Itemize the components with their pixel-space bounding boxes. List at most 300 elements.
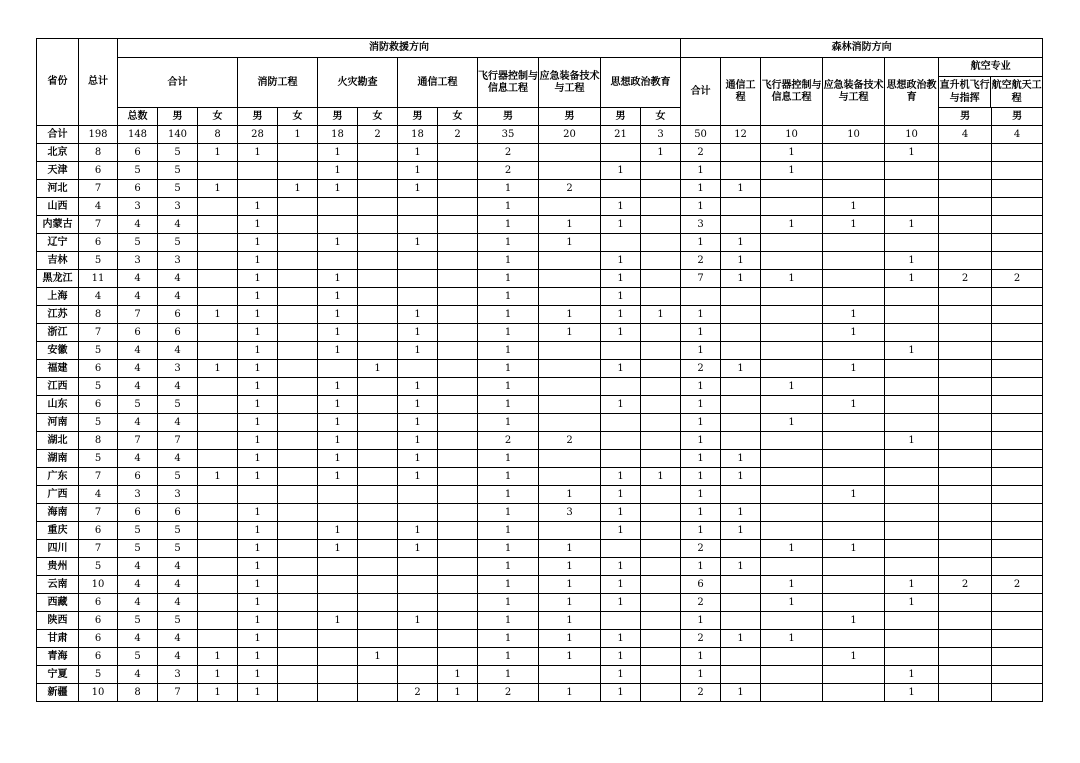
value-cell: [318, 630, 358, 648]
value-cell: 7: [158, 684, 198, 702]
value-cell: [238, 162, 278, 180]
value-cell: [398, 576, 438, 594]
value-cell: 7: [158, 432, 198, 450]
value-cell: 1: [238, 198, 278, 216]
value-cell: [278, 522, 318, 540]
value-cell: 1: [238, 432, 278, 450]
value-cell: 1: [721, 234, 761, 252]
province-cell: 西藏: [37, 594, 79, 612]
value-cell: [438, 468, 478, 486]
value-cell: 1: [238, 540, 278, 558]
value-cell: 5: [158, 144, 198, 162]
header-female: 女: [438, 108, 478, 126]
table-row: [37, 522, 1043, 540]
value-cell: 2: [681, 540, 721, 558]
value-cell: [641, 486, 681, 504]
value-cell: [992, 144, 1043, 162]
value-cell: 1: [238, 396, 278, 414]
value-cell: 11: [79, 270, 118, 288]
value-cell: 2: [438, 126, 478, 144]
value-cell: [318, 198, 358, 216]
value-cell: [823, 594, 885, 612]
header-aviation-heli: 直升机飞行与指挥: [939, 77, 991, 107]
value-cell: 1: [398, 378, 438, 396]
value-cell: [238, 486, 278, 504]
value-cell: 1: [318, 396, 358, 414]
value-cell: [761, 450, 823, 468]
value-cell: [761, 612, 823, 630]
value-cell: 6: [158, 504, 198, 522]
value-cell: 1: [539, 216, 601, 234]
table-row: [37, 414, 1043, 432]
value-cell: 1: [601, 396, 641, 414]
value-cell: [358, 612, 398, 630]
value-cell: [823, 630, 885, 648]
value-cell: 1: [238, 576, 278, 594]
value-cell: [761, 180, 823, 198]
value-cell: 1: [318, 234, 358, 252]
value-cell: 4: [118, 414, 158, 432]
value-cell: 7: [118, 432, 158, 450]
header-count: 总数: [118, 108, 158, 126]
value-cell: 1: [398, 396, 438, 414]
value-cell: 1: [398, 468, 438, 486]
value-cell: [641, 162, 681, 180]
value-cell: 1: [681, 414, 721, 432]
value-cell: [198, 270, 238, 288]
value-cell: [398, 594, 438, 612]
value-cell: [438, 162, 478, 180]
value-cell: 2: [358, 126, 398, 144]
value-cell: 1: [318, 288, 358, 306]
value-cell: 6: [79, 612, 118, 630]
value-cell: [823, 576, 885, 594]
value-cell: [438, 630, 478, 648]
table-row: [37, 198, 1043, 216]
value-cell: [885, 558, 939, 576]
value-cell: 2: [681, 360, 721, 378]
value-cell: 1: [601, 486, 641, 504]
value-cell: 1: [398, 450, 438, 468]
value-cell: 1: [601, 252, 641, 270]
value-cell: 4: [992, 126, 1043, 144]
value-cell: [358, 396, 398, 414]
value-cell: 2: [681, 252, 721, 270]
province-cell: 河北: [37, 180, 79, 198]
value-cell: [539, 162, 601, 180]
value-cell: [198, 216, 238, 234]
value-cell: [438, 378, 478, 396]
value-cell: [438, 198, 478, 216]
value-cell: 1: [398, 540, 438, 558]
value-cell: 1: [721, 558, 761, 576]
value-cell: 1: [641, 468, 681, 486]
value-cell: 6: [118, 468, 158, 486]
value-cell: [278, 144, 318, 162]
header-forest-communication: 通信工程: [721, 58, 761, 126]
value-cell: 3: [158, 252, 198, 270]
value-cell: [939, 360, 992, 378]
table-row: [37, 234, 1043, 252]
value-cell: 2: [539, 432, 601, 450]
value-cell: [438, 360, 478, 378]
value-cell: 6: [79, 162, 118, 180]
value-cell: 1: [398, 306, 438, 324]
value-cell: 1: [601, 504, 641, 522]
value-cell: 1: [601, 288, 641, 306]
value-cell: [198, 324, 238, 342]
table-row: [37, 468, 1043, 486]
value-cell: 1: [721, 252, 761, 270]
province-cell: 甘肃: [37, 630, 79, 648]
value-cell: 50: [681, 126, 721, 144]
value-cell: 1: [681, 648, 721, 666]
value-cell: [438, 576, 478, 594]
header-male: 男: [158, 108, 198, 126]
value-cell: 1: [681, 432, 721, 450]
province-cell: 广东: [37, 468, 79, 486]
value-cell: 18: [398, 126, 438, 144]
value-cell: [198, 234, 238, 252]
value-cell: [939, 648, 992, 666]
value-cell: [438, 324, 478, 342]
value-cell: 1: [885, 144, 939, 162]
value-cell: 1: [398, 162, 438, 180]
value-cell: 1: [721, 180, 761, 198]
value-cell: 1: [398, 342, 438, 360]
value-cell: [885, 234, 939, 252]
value-cell: [398, 666, 438, 684]
value-cell: 1: [539, 648, 601, 666]
value-cell: 4: [158, 342, 198, 360]
value-cell: [992, 198, 1043, 216]
value-cell: [641, 360, 681, 378]
value-cell: 1: [478, 180, 539, 198]
value-cell: 1: [681, 504, 721, 522]
value-cell: [278, 360, 318, 378]
value-cell: 1: [601, 684, 641, 702]
value-cell: 1: [823, 360, 885, 378]
value-cell: 5: [158, 612, 198, 630]
value-cell: [601, 414, 641, 432]
header-fire-communication: 通信工程: [398, 58, 478, 108]
value-cell: 1: [721, 468, 761, 486]
value-cell: [761, 360, 823, 378]
value-cell: [939, 414, 992, 432]
value-cell: 4: [158, 378, 198, 396]
value-cell: [992, 378, 1043, 396]
value-cell: [939, 234, 992, 252]
province-cell: 江西: [37, 378, 79, 396]
value-cell: [992, 684, 1043, 702]
value-cell: [438, 270, 478, 288]
value-cell: [761, 342, 823, 360]
value-cell: [885, 162, 939, 180]
value-cell: 4: [118, 288, 158, 306]
value-cell: [992, 666, 1043, 684]
value-cell: [641, 396, 681, 414]
value-cell: [398, 558, 438, 576]
value-cell: 1: [539, 486, 601, 504]
value-cell: 1: [721, 450, 761, 468]
value-cell: [539, 468, 601, 486]
value-cell: [318, 486, 358, 504]
header-female: 女: [278, 108, 318, 126]
value-cell: 4: [79, 288, 118, 306]
value-cell: [318, 504, 358, 522]
value-cell: 1: [539, 306, 601, 324]
value-cell: 1: [478, 234, 539, 252]
value-cell: 1: [318, 180, 358, 198]
value-cell: 1: [681, 198, 721, 216]
value-cell: 10: [79, 576, 118, 594]
value-cell: [641, 234, 681, 252]
value-cell: 4: [118, 666, 158, 684]
value-cell: 1: [681, 612, 721, 630]
value-cell: 1: [198, 180, 238, 198]
value-cell: [438, 432, 478, 450]
value-cell: [278, 612, 318, 630]
value-cell: [601, 342, 641, 360]
value-cell: [641, 666, 681, 684]
value-cell: 1: [761, 270, 823, 288]
value-cell: 1: [681, 666, 721, 684]
value-cell: [358, 684, 398, 702]
value-cell: [939, 504, 992, 522]
value-cell: [992, 360, 1043, 378]
value-cell: 4: [118, 378, 158, 396]
value-cell: 1: [198, 144, 238, 162]
value-cell: [358, 522, 398, 540]
header-forest-aircraft: 飞行器控制与信息工程: [761, 58, 823, 126]
value-cell: 1: [601, 666, 641, 684]
value-cell: [641, 540, 681, 558]
value-cell: 5: [118, 612, 158, 630]
value-cell: [885, 540, 939, 558]
value-cell: [601, 378, 641, 396]
value-cell: [721, 306, 761, 324]
value-cell: 1: [318, 540, 358, 558]
header-forest-subtotal: 合计: [681, 58, 721, 126]
value-cell: [539, 144, 601, 162]
table-row: [37, 450, 1043, 468]
value-cell: 1: [601, 558, 641, 576]
value-cell: 10: [761, 126, 823, 144]
value-cell: [641, 342, 681, 360]
value-cell: [318, 684, 358, 702]
value-cell: [198, 504, 238, 522]
value-cell: 2: [478, 144, 539, 162]
value-cell: [278, 630, 318, 648]
value-cell: 2: [681, 684, 721, 702]
value-cell: 1: [398, 144, 438, 162]
value-cell: [992, 558, 1043, 576]
province-cell: 浙江: [37, 324, 79, 342]
value-cell: 1: [761, 162, 823, 180]
value-cell: [601, 432, 641, 450]
value-cell: [641, 288, 681, 306]
value-cell: 6: [118, 324, 158, 342]
value-cell: [539, 360, 601, 378]
value-cell: [238, 180, 278, 198]
value-cell: 1: [601, 648, 641, 666]
value-cell: [721, 414, 761, 432]
value-cell: [761, 684, 823, 702]
value-cell: [278, 270, 318, 288]
value-cell: 1: [318, 612, 358, 630]
value-cell: 1: [478, 522, 539, 540]
table-row: [37, 576, 1043, 594]
value-cell: [358, 666, 398, 684]
value-cell: [198, 378, 238, 396]
value-cell: [539, 450, 601, 468]
value-cell: 1: [885, 432, 939, 450]
value-cell: [992, 324, 1043, 342]
value-cell: [358, 378, 398, 396]
value-cell: 1: [823, 216, 885, 234]
header-fire-engineering: 消防工程: [238, 58, 318, 108]
value-cell: 1: [601, 198, 641, 216]
value-cell: [198, 612, 238, 630]
value-cell: 2: [478, 684, 539, 702]
value-cell: 8: [198, 126, 238, 144]
value-cell: 1: [539, 324, 601, 342]
header-male: 男: [539, 108, 601, 126]
value-cell: [318, 360, 358, 378]
value-cell: [992, 504, 1043, 522]
value-cell: [198, 630, 238, 648]
value-cell: [761, 252, 823, 270]
value-cell: [198, 198, 238, 216]
value-cell: 1: [238, 306, 278, 324]
value-cell: [539, 414, 601, 432]
table-row: [37, 270, 1043, 288]
value-cell: [761, 486, 823, 504]
header-fire-emergency: 应急装备技术与工程: [539, 58, 601, 108]
value-cell: [885, 288, 939, 306]
value-cell: 1: [761, 216, 823, 234]
value-cell: [438, 522, 478, 540]
value-cell: 7: [79, 504, 118, 522]
value-cell: [539, 396, 601, 414]
table-row: [37, 558, 1043, 576]
value-cell: 1: [721, 270, 761, 288]
value-cell: [198, 162, 238, 180]
value-cell: [761, 396, 823, 414]
value-cell: [939, 630, 992, 648]
value-cell: 1: [398, 324, 438, 342]
value-cell: 1: [681, 378, 721, 396]
value-cell: [823, 252, 885, 270]
value-cell: [198, 522, 238, 540]
value-cell: [278, 162, 318, 180]
value-cell: 4: [158, 558, 198, 576]
value-cell: 1: [601, 594, 641, 612]
value-cell: [885, 522, 939, 540]
value-cell: [721, 432, 761, 450]
value-cell: [939, 486, 992, 504]
value-cell: 5: [118, 162, 158, 180]
province-cell: 江苏: [37, 306, 79, 324]
value-cell: 4: [118, 558, 158, 576]
value-cell: [641, 198, 681, 216]
value-cell: 10: [823, 126, 885, 144]
value-cell: 1: [641, 144, 681, 162]
value-cell: 1: [823, 306, 885, 324]
value-cell: 1: [681, 234, 721, 252]
value-cell: 1: [478, 324, 539, 342]
value-cell: [761, 522, 823, 540]
value-cell: [939, 594, 992, 612]
value-cell: [539, 252, 601, 270]
value-cell: [885, 360, 939, 378]
value-cell: 1: [885, 594, 939, 612]
value-cell: [438, 594, 478, 612]
value-cell: 1: [318, 522, 358, 540]
value-cell: [939, 216, 992, 234]
value-cell: [939, 558, 992, 576]
table-row: [37, 396, 1043, 414]
value-cell: 1: [238, 342, 278, 360]
value-cell: 1: [823, 396, 885, 414]
value-cell: 4: [158, 648, 198, 666]
value-cell: [641, 450, 681, 468]
value-cell: [992, 432, 1043, 450]
province-cell: 上海: [37, 288, 79, 306]
value-cell: 1: [681, 450, 721, 468]
value-cell: [885, 378, 939, 396]
value-cell: 1: [761, 576, 823, 594]
value-cell: [823, 468, 885, 486]
province-cell: 青海: [37, 648, 79, 666]
value-cell: [358, 324, 398, 342]
value-cell: [992, 288, 1043, 306]
value-cell: 1: [238, 270, 278, 288]
value-cell: [278, 324, 318, 342]
value-cell: 1: [601, 630, 641, 648]
header-female: 女: [358, 108, 398, 126]
province-cell: 黑龙江: [37, 270, 79, 288]
value-cell: 1: [238, 648, 278, 666]
value-cell: [438, 486, 478, 504]
value-cell: [641, 414, 681, 432]
value-cell: 1: [398, 432, 438, 450]
value-cell: [641, 576, 681, 594]
value-cell: [198, 450, 238, 468]
value-cell: 7: [79, 324, 118, 342]
value-cell: [398, 216, 438, 234]
value-cell: [601, 180, 641, 198]
value-cell: 1: [238, 234, 278, 252]
value-cell: 1: [823, 198, 885, 216]
value-cell: 1: [721, 360, 761, 378]
value-cell: [358, 270, 398, 288]
province-cell: 辽宁: [37, 234, 79, 252]
value-cell: 6: [681, 576, 721, 594]
value-cell: 1: [318, 324, 358, 342]
value-cell: [278, 468, 318, 486]
value-cell: 1: [238, 558, 278, 576]
value-cell: [641, 324, 681, 342]
table-row: [37, 180, 1043, 198]
value-cell: 6: [158, 306, 198, 324]
province-cell: 湖南: [37, 450, 79, 468]
value-cell: 10: [79, 684, 118, 702]
value-cell: 1: [681, 396, 721, 414]
value-cell: 6: [79, 648, 118, 666]
value-cell: [823, 144, 885, 162]
value-cell: 1: [601, 468, 641, 486]
